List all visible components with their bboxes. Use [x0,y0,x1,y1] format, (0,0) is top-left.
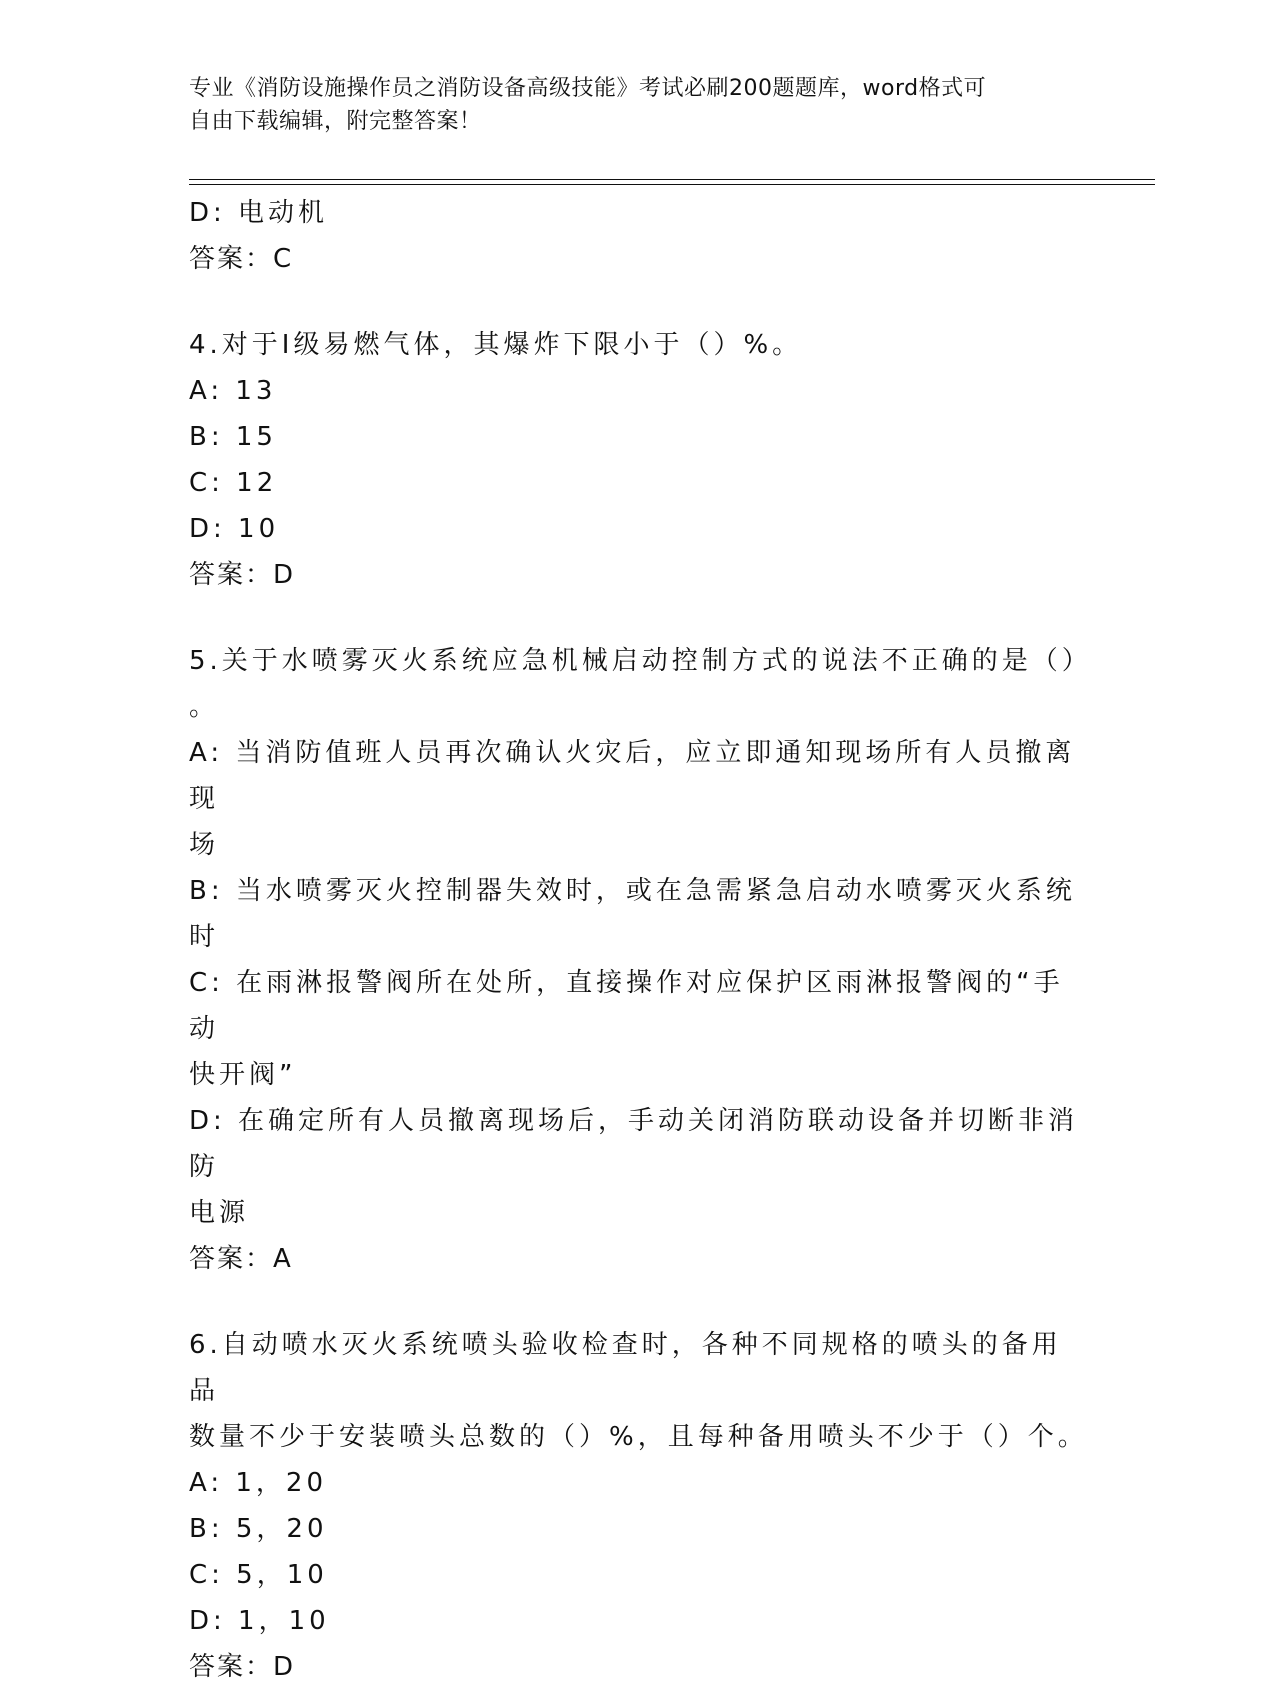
option-a-line-1: A: 当消防值班人员再次确认火灾后，应立即通知现场所有人员撤离现 [189,738,1076,814]
question-stem: 4.对于Ⅰ级易燃气体，其爆炸下限小于（）%。 [189,330,803,360]
option-d: D: 电动机 [189,198,329,228]
question-content [189,190,1092,1690]
option-c: C: 12 [189,468,278,498]
question-6 [189,1322,1089,1690]
header-divider-top [189,179,1155,180]
question-stem-line-1: 6.自动喷水灭火系统喷头验收检查时，各种不同规格的喷头的备用品 [189,1330,1062,1406]
question-stem-line-1: 5.关于水喷雾灭火系统应急机械启动控制方式的说法不正确的是（） [189,646,1092,676]
question-stem-line-2: 。 [189,692,220,722]
option-c: C: 5，10 [189,1560,328,1590]
header-divider-bottom [189,184,1155,185]
option-a-line-2: 场 [189,830,220,860]
answer-line: 答案：C [189,244,294,274]
option-d-line-2: 电源 [189,1198,250,1228]
option-d: D: 10 [189,514,280,544]
option-b: B: 15 [189,422,277,452]
header-line-1: 专业《消防设施操作员之消防设备高级技能》考试必刷200题题库，word格式可 [189,76,987,101]
option-a: A: 13 [189,376,277,406]
question-stem-line-2: 数量不少于安装喷头总数的（）%，且每种备用喷头不少于（）个。 [189,1422,1088,1452]
previous-question-tail [189,190,1089,282]
option-b: B: 5，20 [189,1514,328,1544]
answer-line: 答案：A [189,1244,293,1274]
answer-line: 答案：D [189,560,296,590]
answer-line: 答案：D [189,1652,296,1682]
option-d-line-1: D: 在确定所有人员撤离现场后，手动关闭消防联动设备并切断非消防 [189,1106,1079,1182]
document-header [189,72,1089,138]
option-c-line-2: 快开阀” [189,1060,297,1090]
question-5 [189,638,1092,1282]
question-4 [189,322,1089,598]
option-b: B: 当水喷雾灭火控制器失效时，或在急需紧急启动水喷雾灭火系统时 [189,876,1076,952]
option-d: D: 1，10 [189,1606,330,1636]
option-c-line-1: C: 在雨淋报警阀所在处所，直接操作对应保护区雨淋报警阀的“手动 [189,968,1064,1044]
header-line-2: 自由下载编辑，附完整答案！ [189,109,482,134]
option-a: A: 1，20 [189,1468,327,1498]
